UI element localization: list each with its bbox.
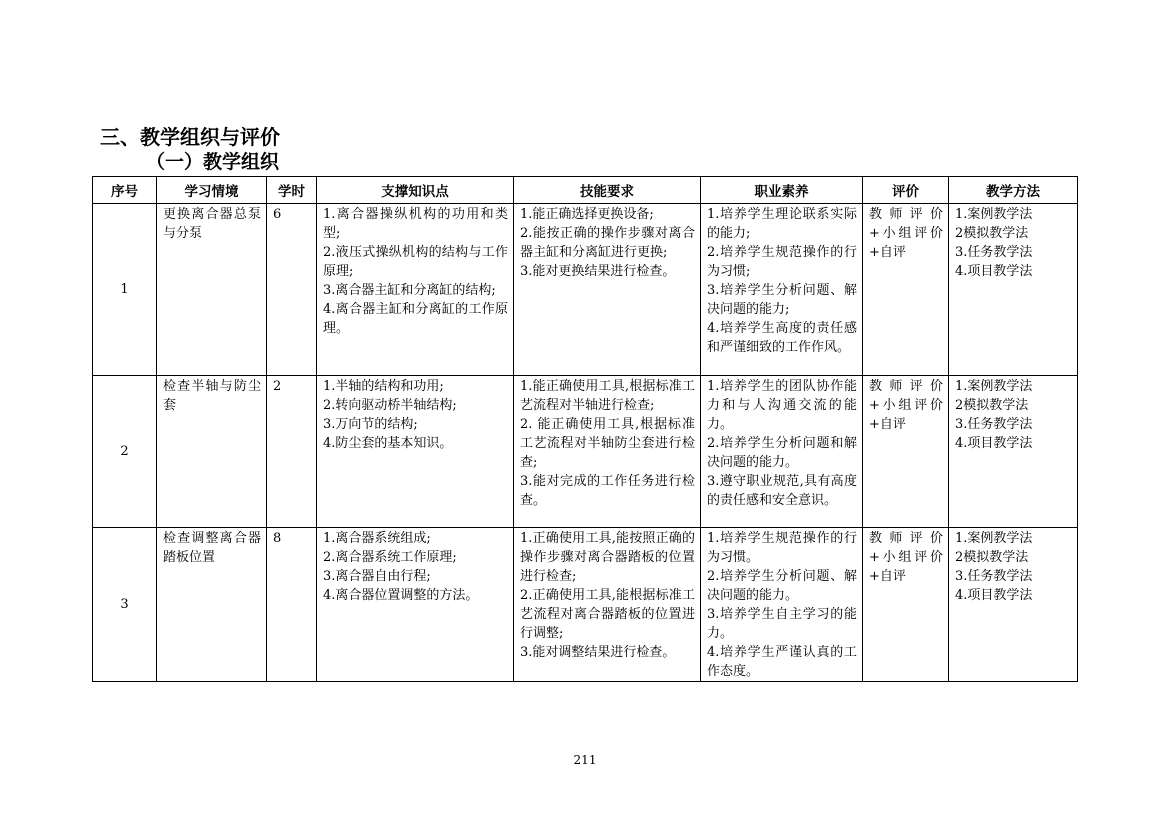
- learning-situation: 检查调整离合器踏板位置: [157, 528, 267, 682]
- list-item: 4.项目教学法: [955, 264, 1033, 279]
- row-number: 2: [93, 376, 157, 528]
- list-item: 4.离合器位置调整的方法。: [323, 588, 479, 603]
- list-item: 1.正确使用工具,能按照正确的操作步骤对离合器踏板的位置进行检查;: [520, 531, 695, 584]
- list-item: 3.任务教学法: [955, 245, 1033, 260]
- knowledge-points: [317, 204, 514, 376]
- list-item: 3.离合器主缸和分离缸的结构;: [323, 283, 496, 298]
- table-row: [93, 204, 1078, 376]
- page-number: 211: [573, 753, 597, 767]
- list-item: 1.案例教学法: [955, 379, 1033, 394]
- list-item: 1.能正确使用工具,根据标准工艺流程对半轴进行检查;: [520, 379, 695, 413]
- table-row: [93, 528, 1078, 682]
- column-header: 学习情境: [157, 177, 267, 204]
- list-item: 2.离合器系统工作原理;: [323, 550, 457, 565]
- list-item: 1.案例教学法: [955, 531, 1033, 546]
- professional-quality: [701, 204, 863, 376]
- list-item: 3.培养学生自主学习的能力。: [707, 607, 857, 641]
- list-item: 2模拟教学法: [955, 550, 1029, 565]
- column-header: 支撑知识点: [317, 177, 514, 204]
- row-number: 3: [93, 528, 157, 682]
- list-item: 3.能对调整结果进行检查。: [520, 645, 676, 660]
- list-item: 2.能按正确的操作步骤对离合器主缸和分离缸进行更换;: [520, 226, 695, 260]
- list-item: 3.万向节的结构;: [323, 417, 418, 432]
- list-item: 4.项目教学法: [955, 588, 1033, 603]
- list-item: 2.培养学生分析问题、解决问题的能力。: [707, 569, 857, 603]
- list-item: 2.正确使用工具,能根据标准工艺流程对离合器踏板的位置进行调整;: [520, 588, 695, 641]
- hours: 8: [267, 528, 317, 682]
- learning-situation: 更换离合器总泵与分泵: [157, 204, 267, 376]
- list-item: 1.培养学生的团队协作能力和与人沟通交流的能力。: [707, 379, 857, 432]
- list-item: 2模拟教学法: [955, 398, 1029, 413]
- teaching-methods: [949, 376, 1078, 528]
- list-item: 1.能正确选择更换设备;: [520, 207, 654, 222]
- section-heading: 三、教学组织与评价: [100, 125, 280, 149]
- hours: 2: [267, 376, 317, 528]
- list-item: 2.转向驱动桥半轴结构;: [323, 398, 457, 413]
- list-item: 2.培养学生规范操作的行为习惯;: [707, 245, 857, 279]
- learning-situation: 检查半轴与防尘套: [157, 376, 267, 528]
- list-item: 1.培养学生理论联系实际的能力;: [707, 207, 857, 241]
- list-item: 3.能对完成的工作任务进行检查。: [520, 474, 695, 508]
- list-item: 4.培养学生高度的责任感和严谨细致的工作作风。: [707, 321, 857, 355]
- column-header: 技能要求: [514, 177, 701, 204]
- list-item: 2模拟教学法: [955, 226, 1029, 241]
- column-header: 职业素养: [701, 177, 863, 204]
- list-item: 4.项目教学法: [955, 436, 1033, 451]
- knowledge-points: [317, 528, 514, 682]
- list-item: 3.遵守职业规范,具有高度的责任感和安全意识。: [707, 474, 857, 508]
- professional-quality: [701, 376, 863, 528]
- subsection-heading: （一）教学组织: [146, 151, 280, 173]
- list-item: 4.防尘套的基本知识。: [323, 436, 453, 451]
- list-item: 1.案例教学法: [955, 207, 1033, 222]
- professional-quality: [701, 528, 863, 682]
- list-item: 2. 能正确使用工具,根据标准工艺流程对半轴防尘套进行检查;: [520, 417, 695, 470]
- column-header: 教学方法: [949, 177, 1078, 204]
- list-item: 3.任务教学法: [955, 417, 1033, 432]
- skill-requirements: [514, 528, 701, 682]
- list-item: 4.培养学生严谨认真的工作态度。: [707, 645, 857, 679]
- list-item: 3.培养学生分析问题、解决问题的能力;: [707, 283, 857, 317]
- knowledge-points: [317, 376, 514, 528]
- teaching-methods: [949, 528, 1078, 682]
- skill-requirements: [514, 376, 701, 528]
- list-item: 2.培养学生分析问题和解决问题的能力。: [707, 436, 857, 470]
- hours: 6: [267, 204, 317, 376]
- list-item: 1.培养学生规范操作的行为习惯。: [707, 531, 857, 565]
- row-number: 1: [93, 204, 157, 376]
- list-item: 1.离合器系统组成;: [323, 531, 431, 546]
- list-item: 1.半轴的结构和功用;: [323, 379, 444, 394]
- column-header: 评价: [863, 177, 949, 204]
- list-item: 1.离合器操纵机构的功用和类型;: [323, 207, 508, 241]
- evaluation: 教师评价+小组评价+自评: [863, 204, 949, 376]
- list-item: 4.离合器主缸和分离缸的工作原理。: [323, 302, 508, 336]
- list-item: 3.能对更换结果进行检查。: [520, 264, 676, 279]
- list-item: 2.液压式操纵机构的结构与工作原理;: [323, 245, 508, 279]
- evaluation: 教师评价+小组评价+自评: [863, 376, 949, 528]
- table-row: [93, 376, 1078, 528]
- column-header: 序号: [93, 177, 157, 204]
- table-header-row: [93, 177, 1078, 204]
- teaching-organization-table: [92, 176, 1078, 682]
- list-item: 3.任务教学法: [955, 569, 1033, 584]
- list-item: 3.离合器自由行程;: [323, 569, 431, 584]
- column-header: 学时: [267, 177, 317, 204]
- evaluation: 教师评价+小组评价+自评: [863, 528, 949, 682]
- skill-requirements: [514, 204, 701, 376]
- teaching-methods: [949, 204, 1078, 376]
